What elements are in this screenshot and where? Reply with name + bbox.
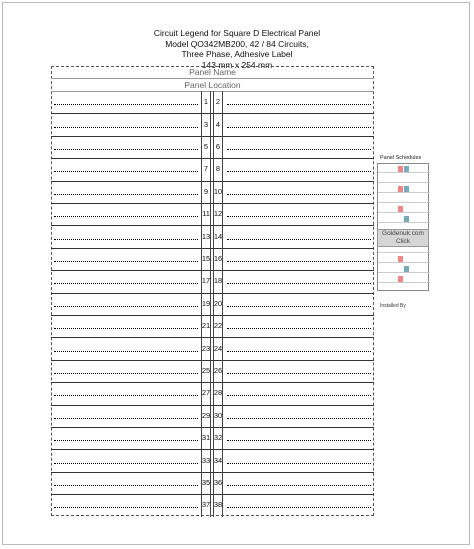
- panel-name-label: Panel Name: [189, 67, 236, 77]
- circuit-number-odd: 19: [201, 298, 211, 308]
- circuit-writing-line-right[interactable]: [227, 351, 371, 352]
- circuit-number-even: 8: [215, 164, 221, 174]
- thumbnail-mark-blue: [404, 266, 409, 272]
- circuit-number-even: 2: [215, 97, 221, 107]
- circuit-number-even: 26: [213, 366, 223, 375]
- circuit-number-odd: 35: [201, 478, 211, 487]
- circuit-writing-line-right[interactable]: [227, 216, 371, 217]
- label-title: [0, 28, 474, 70]
- circuit-writing-line-left[interactable]: [54, 239, 198, 240]
- circuit-number-odd: 9: [203, 186, 209, 196]
- circuit-writing-line-right[interactable]: [227, 239, 371, 240]
- circuit-number-odd: 33: [201, 455, 211, 465]
- circuit-number-even: 6: [215, 142, 221, 151]
- circuit-number-even: 12: [213, 209, 223, 219]
- circuit-writing-line-right[interactable]: [227, 306, 371, 307]
- circuit-writing-line-left[interactable]: [54, 261, 198, 262]
- thumbnail-rule: [378, 262, 430, 263]
- circuit-number-even: 18: [213, 276, 223, 286]
- title-line-3: Three Phase, Adhesive Label: [181, 49, 293, 59]
- thumbnail-rule: [378, 182, 430, 183]
- circuit-writing-line-left[interactable]: [54, 418, 198, 419]
- thumbnail-rule: [378, 222, 430, 223]
- circuit-writing-line-left[interactable]: [54, 194, 198, 195]
- circuit-number-even: 10: [213, 186, 223, 196]
- circuit-writing-line-right[interactable]: [227, 373, 371, 374]
- circuit-writing-line-left[interactable]: [54, 328, 198, 329]
- circuit-number-odd: 27: [201, 388, 211, 398]
- watermark-line-2: Click: [395, 238, 411, 245]
- circuit-writing-line-right[interactable]: [227, 104, 371, 105]
- circuit-number-odd: 25: [201, 366, 211, 375]
- circuit-writing-line-right[interactable]: [227, 463, 371, 464]
- circuit-number-odd: 15: [201, 254, 211, 263]
- circuit-number-even: 14: [213, 231, 223, 241]
- watermark-badge: [377, 229, 429, 247]
- circuit-number-even: 32: [213, 433, 223, 443]
- thumbnail-mark-red: [398, 276, 403, 282]
- circuit-writing-line-left[interactable]: [54, 171, 198, 172]
- circuit-number-odd: 13: [201, 231, 211, 241]
- circuit-writing-line-right[interactable]: [227, 418, 371, 419]
- circuit-number-odd: 17: [201, 276, 211, 286]
- circuit-number-even: 16: [213, 254, 223, 263]
- circuit-writing-line-left[interactable]: [54, 351, 198, 352]
- thumbnail-rule: [378, 212, 430, 213]
- thumbnail-footer: Installed By: [380, 303, 406, 309]
- thumbnail-rule: [378, 272, 430, 273]
- circuit-number-even: 38: [213, 500, 223, 510]
- thumbnail-mark-red: [398, 186, 403, 192]
- circuit-writing-line-right[interactable]: [227, 440, 371, 441]
- circuit-number-odd: 1: [203, 97, 209, 107]
- circuit-writing-line-left[interactable]: [54, 440, 198, 441]
- circuit-number-odd: 7: [203, 164, 209, 174]
- circuit-writing-line-right[interactable]: [227, 507, 371, 508]
- circuit-number-even: 22: [213, 321, 223, 331]
- circuit-writing-line-right[interactable]: [227, 171, 371, 172]
- circuit-writing-line-left[interactable]: [54, 283, 198, 284]
- circuit-writing-line-right[interactable]: [227, 283, 371, 284]
- circuit-writing-line-left[interactable]: [54, 127, 198, 128]
- circuit-number-even: 30: [213, 410, 223, 420]
- circuit-number-odd: 3: [203, 119, 209, 129]
- circuit-number-odd: 31: [201, 433, 211, 443]
- thumbnail-title: Panel Schedules: [380, 155, 422, 161]
- thumbnail-rule: [378, 172, 430, 173]
- circuit-writing-line-left[interactable]: [54, 395, 198, 396]
- thumbnail-rule: [378, 282, 430, 283]
- circuit-writing-line-right[interactable]: [227, 127, 371, 128]
- title-line-1: Circuit Legend for Square D Electrical Panel: [153, 28, 321, 38]
- circuit-writing-line-left[interactable]: [54, 149, 198, 150]
- thumbnail-mark-red: [398, 166, 403, 172]
- circuit-writing-line-right[interactable]: [227, 261, 371, 262]
- circuit-number-even: 4: [215, 119, 221, 129]
- circuit-writing-line-right[interactable]: [227, 149, 371, 150]
- thumbnail-grid: [377, 163, 429, 291]
- circuit-writing-line-left[interactable]: [54, 306, 198, 307]
- circuit-number-odd: 11: [202, 209, 210, 219]
- circuit-writing-line-right[interactable]: [227, 485, 371, 486]
- circuit-number-odd: 23: [201, 343, 211, 353]
- thumbnail-mark-blue: [404, 186, 409, 192]
- circuit-writing-line-left[interactable]: [54, 507, 198, 508]
- even-number-column: [213, 91, 223, 517]
- circuit-writing-line-right[interactable]: [227, 328, 371, 329]
- title-line-2: Model QO342MB200, 42 / 84 Circuits,: [165, 38, 309, 49]
- circuit-writing-line-left[interactable]: [54, 104, 198, 105]
- thumbnail-mark-red: [398, 206, 403, 212]
- thumbnail-rule: [378, 192, 430, 193]
- circuit-number-even: 20: [213, 298, 223, 308]
- circuit-writing-line-right[interactable]: [227, 395, 371, 396]
- circuit-writing-line-left[interactable]: [54, 485, 198, 486]
- circuit-writing-line-left[interactable]: [54, 463, 198, 464]
- panel-location-label: Panel Location: [184, 80, 241, 90]
- thumbnail-mark-red: [398, 256, 403, 262]
- thumbnail-mark-blue: [404, 166, 409, 172]
- circuit-writing-line-left[interactable]: [54, 373, 198, 374]
- circuit-writing-line-right[interactable]: [227, 194, 371, 195]
- odd-number-column: [201, 91, 211, 517]
- thumbnail-rule: [378, 252, 430, 253]
- panel-name-divider: [51, 78, 374, 79]
- circuit-number-even: 36: [213, 478, 223, 487]
- circuit-number-even: 28: [213, 388, 223, 398]
- circuit-number-odd: 21: [201, 321, 211, 331]
- watermark-line-1: Goldenuk.com: [382, 230, 424, 237]
- title-line-4: 143 mm x 254 mm: [201, 59, 273, 70]
- thumbnail-mark-blue: [404, 216, 409, 222]
- circuit-number-even: 34: [213, 455, 223, 465]
- circuit-number-odd: 37: [201, 500, 211, 510]
- circuit-number-odd: 29: [201, 410, 211, 420]
- circuit-number-odd: 5: [203, 142, 209, 151]
- circuit-writing-line-left[interactable]: [54, 216, 198, 217]
- thumbnail-rule: [378, 202, 430, 203]
- circuit-number-even: 24: [213, 343, 223, 353]
